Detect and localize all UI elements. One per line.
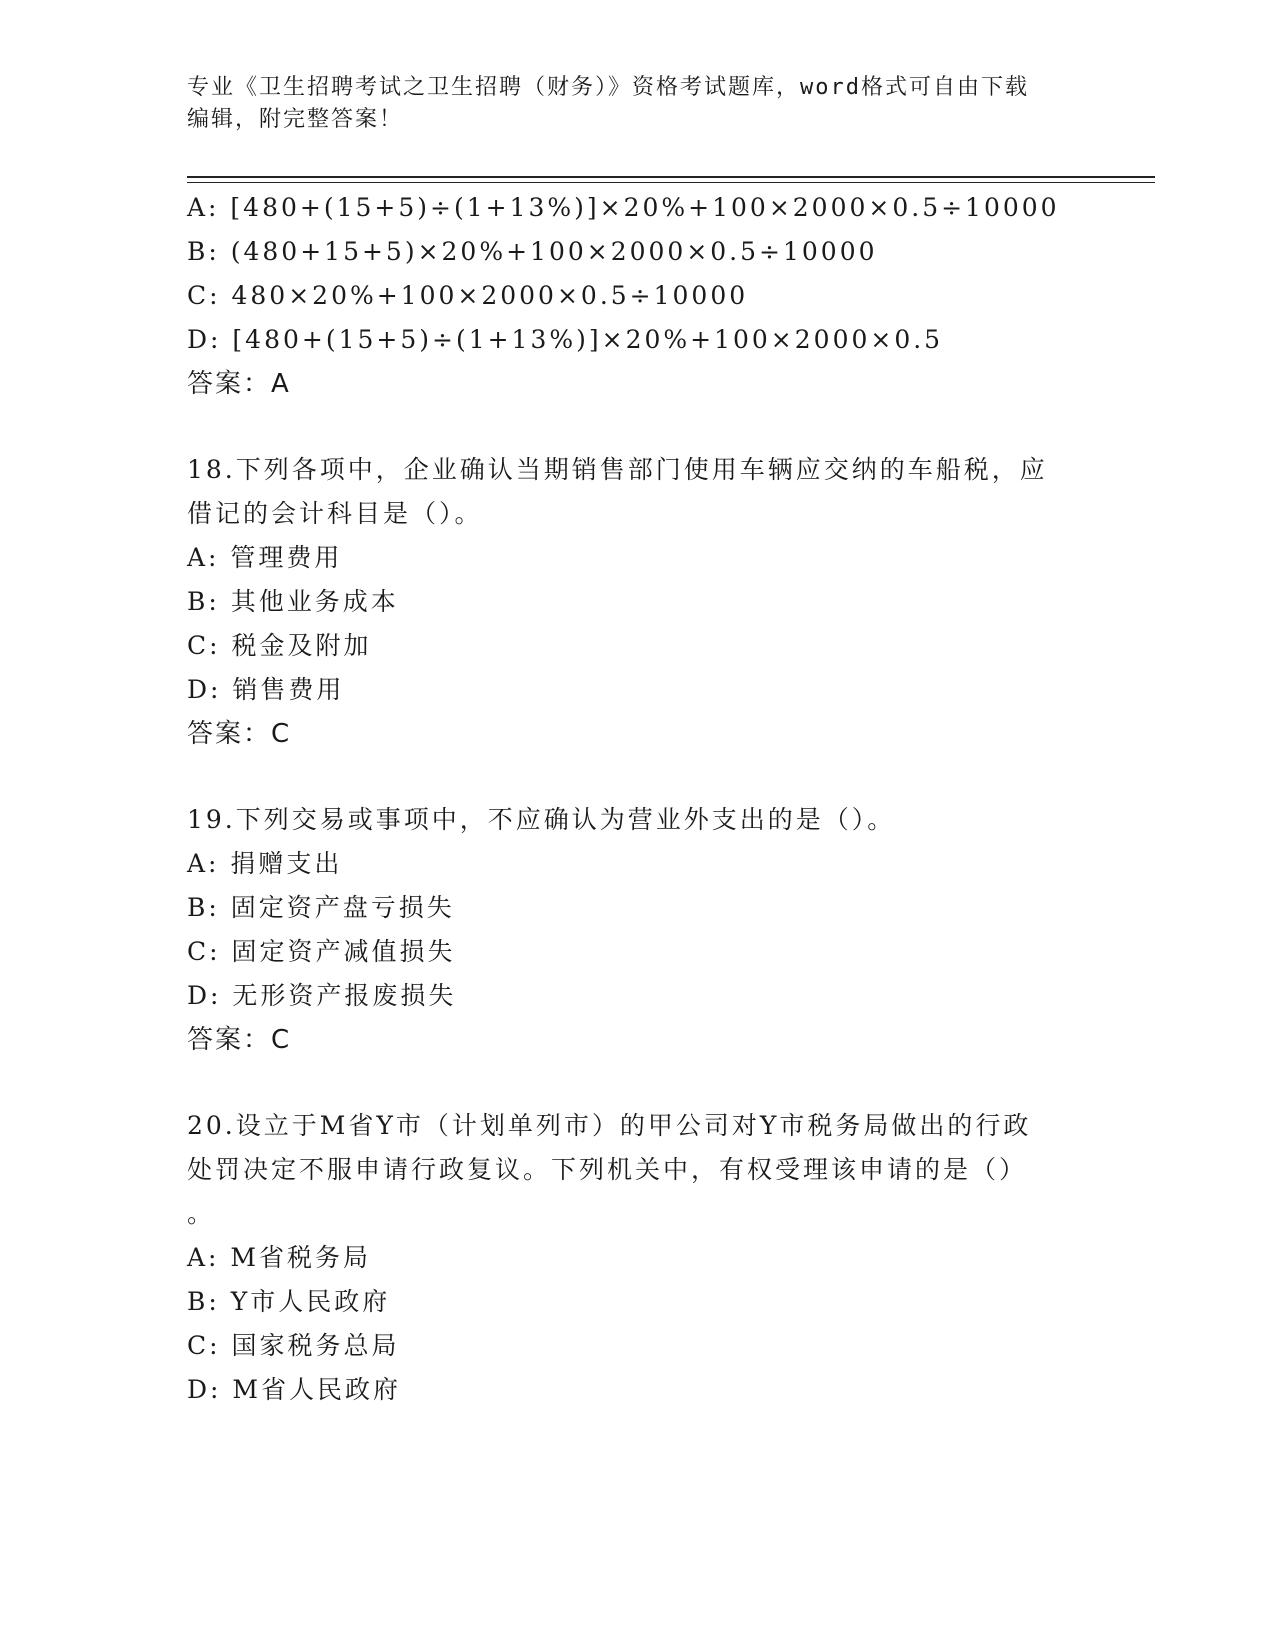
q18-stem-line-2: 借记的会计科目是（）。 (187, 499, 483, 528)
document-header (187, 72, 1087, 136)
q19-option-c: C: 固定资产减值损失 (187, 937, 456, 966)
q17-option-b: B: (480+15+5)×20%+100×2000×0.5÷10000 (187, 237, 878, 266)
q18-stem-line-1: 18.下列各项中，企业确认当期销售部门使用车辆应交纳的车船税，应 (187, 455, 1048, 484)
q18-option-d: D: 销售费用 (187, 675, 345, 704)
q19-option-b: B: 固定资产盘亏损失 (187, 893, 455, 922)
q17-answer: 答案：A (187, 369, 291, 399)
header-divider-thin (187, 182, 1155, 183)
q18-answer: 答案：C (187, 719, 292, 749)
q20-option-a: A: M省税务局 (187, 1243, 372, 1272)
q17-option-d: D: [480+(15+5)÷(1+13%)]×20%+100×2000×0.5 (187, 325, 944, 354)
q18-option-c: C: 税金及附加 (187, 631, 372, 660)
header-line-1: 专业《卫生招聘考试之卫生招聘（财务）》资格考试题库，word格式可自由下载 (187, 75, 1029, 100)
header-divider-thick (187, 176, 1155, 178)
q20-stem-line-2: 处罚决定不服申请行政复议。下列机关中，有权受理该申请的是（） (187, 1155, 1028, 1184)
header-line-2: 编辑，附完整答案！ (187, 107, 404, 132)
q19-stem-line-1: 19.下列交易或事项中，不应确认为营业外支出的是（）。 (187, 805, 896, 834)
q20-option-c: C: 国家税务总局 (187, 1331, 400, 1360)
q20-stem-line-3: 。 (187, 1199, 216, 1228)
q18-option-a: A: 管理费用 (187, 543, 343, 572)
q19-option-d: D: 无形资产报废损失 (187, 981, 457, 1010)
q20-option-b: B: Y市人民政府 (187, 1287, 391, 1316)
q20-stem-line-1: 20.设立于M省Y市（计划单列市）的甲公司对Y市税务局做出的行政 (187, 1111, 1032, 1140)
q19-answer: 答案：C (187, 1025, 292, 1055)
q20-option-d: D: M省人民政府 (187, 1375, 402, 1404)
q17-option-c: C: 480×20%+100×2000×0.5÷10000 (187, 281, 749, 310)
q18-option-b: B: 其他业务成本 (187, 587, 399, 616)
q17-option-a: A: [480+(15+5)÷(1+13%)]×20%+100×2000×0.5÷10000 (187, 193, 1060, 222)
q19-option-a: A: 捐赠支出 (187, 849, 343, 878)
